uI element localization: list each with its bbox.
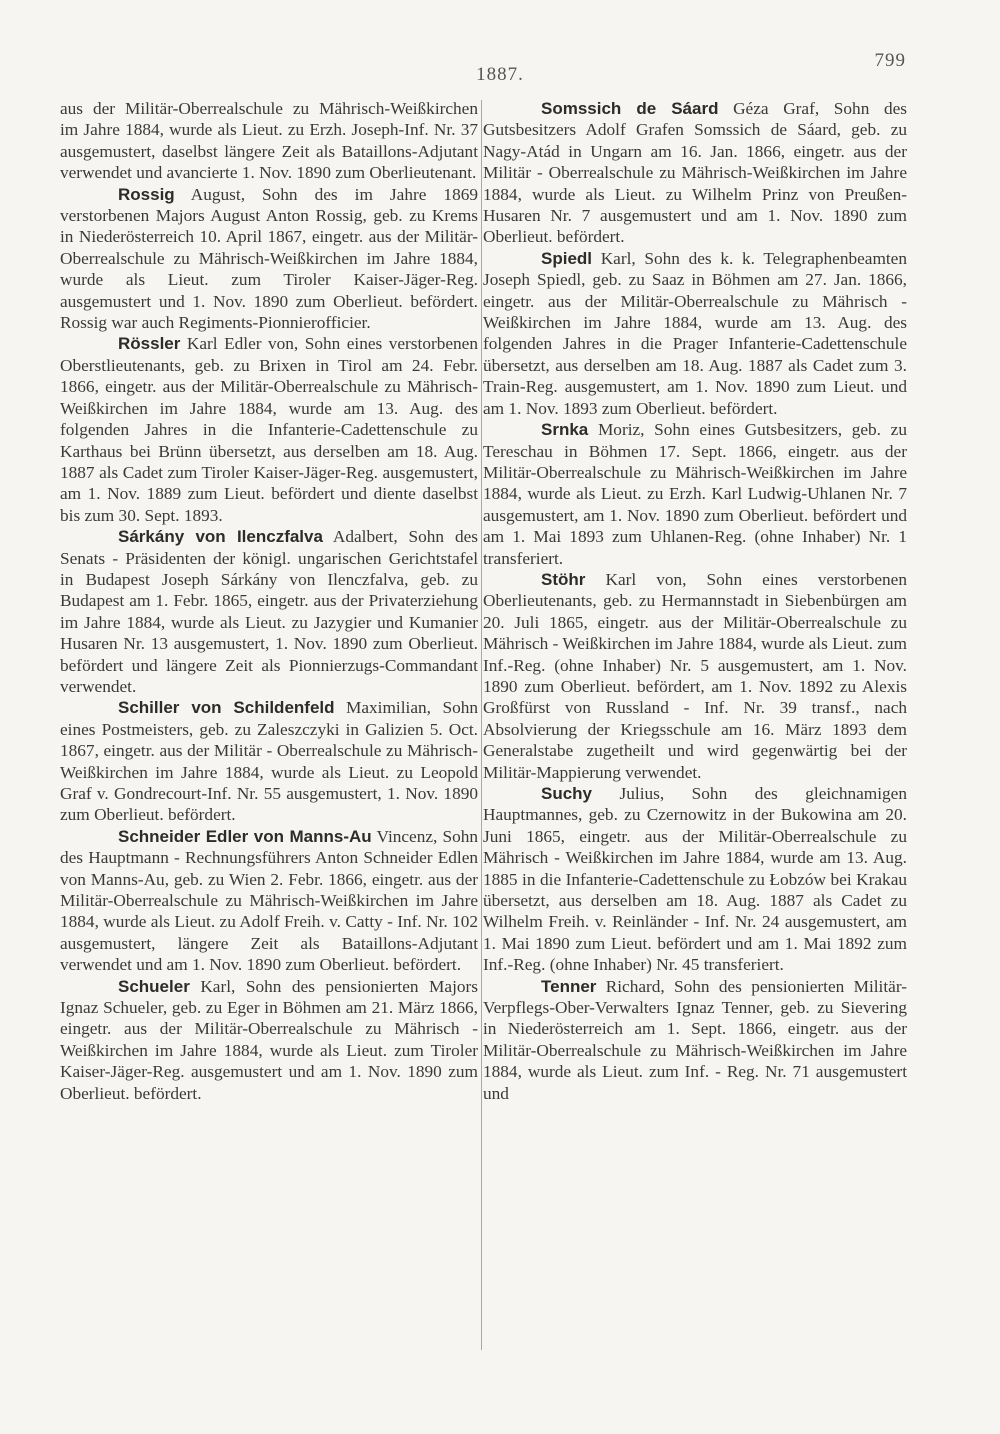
entry-text: August, Sohn des im Jahre 1869 verstorbenen Majors August Anton Rossig, geb. zu Krems in Niederösterreich 10. April 1867, eingetr. aus der Militär-Oberrealschule zu Mährisch-Weißkirchen im Jahre 1884, wurde als Lieut. zum Tiroler Kaiser-Jäger-Reg. ausgemustert und 1. Nov. 1890 zum Oberlieut. befördert. Rossig war auch Regiments-Pionnierofficier. [60,184,478,333]
entry-schiller [60,697,478,825]
right-column [483,98,907,1104]
entry-name: Srnka [541,420,589,440]
entry-sarkany [60,526,478,697]
entry-name: Stöhr [541,569,586,589]
entry-text: Karl Edler von, Sohn eines verstorbenen Oberstlieutenants, geb. zu Brixen in Tirol am 24. Febr. 1866, eingetr. aus der Militär-Oberrealschule zu Mährisch-Weißkirchen im Jahre 1884, wurde am 13. Aug. des folgenden Jahres in die Infanterie-Cadettenschule zu Karthaus bei Brünn übersetzt, aus derselben am 18. Aug. 1887 als Cadet zum Tiroler Kaiser-Jäger-Reg. ausgemustert, am 1. Nov. 1889 zum Lieut. befördert und diente daselbst bis zum 30. Sept. 1893. [60,334,478,525]
entry-continuation [60,98,478,184]
left-column [60,98,478,1104]
entry-text: Karl von, Sohn eines verstorbenen Oberlieutenants, geb. zu Hermannstadt in Siebenbürgen am 20. Juli 1865, eingetr. aus der Militär-Oberrealschule zu Mährisch - Weißkirchen im Jahre 1884, wurde als Lieut. zum Inf.-Reg. (ohne Inhaber) Nr. 5 ausgemustert, am 1. Nov. 1890 zum Oberlieut. befördert, am 1. Nov. 1892 zu Alexis Großfürst von Russland - Inf. Nr. 39 transf., nach Absolvierung der Kriegsschule am 16. März 1893 dem Generalstabe zugetheilt und wird gegenwärtig bei der Militär-Mappierung verwendet. [483,569,907,782]
entry-name: Spiedl [541,248,593,268]
entry-name: Rossig [118,184,175,204]
entry-name: Rössler [118,334,181,354]
entry-schneider [60,826,478,976]
entry-somssich [483,98,907,248]
entry-text: Julius, Sohn des gleichnamigen Hauptmannes, geb. zu Czernowitz in der Bukowina am 20. Juni 1865, eingetr. aus der Militär-Oberrealschule zu Mährisch - Weißkirchen im Jahre 1884, wurde am 13. Aug. 1885 in die Infanterie-Cadettenschule zu Łobzów bei Krakau übersetzt, aus derselben am 18. Aug. 1887 als Cadet zu Wilhelm Freih. v. Reinländer - Inf. Nr. 24 ausgemustert, am 1. Mai 1890 zum Lieut. befördert und am 1. Mai 1892 zum Inf.-Reg. (ohne Inhaber) Nr. 45 transferiert. [483,784,907,975]
entry-text: Géza Graf, Sohn des Gutsbesitzers Adolf Grafen Somssich de Sáard, geb. zu Nagy-Atád in Ungarn am 16. Jan. 1866, eingetr. aus der Militär - Oberrealschule zu Mährisch-Weißkirchen im Jahre 1884, wurde als Lieut. zu Wilhelm Prinz von Preußen-Husaren Nr. 7 ausgemustert und am 1. Nov. 1890 zum Oberlieut. befördert. [483,99,907,247]
entry-text: Vincenz, Sohn des Hauptmann - Rechnungsführers Anton Schneider Edlen von Manns-Au, geb. zu Wien 2. Febr. 1866, eingetr. aus der Militär-Oberrealschule zu Mährisch-Weißkirchen im Jahre 1884, wurde als Lieut. zu Adolf Freih. v. Catty - Inf. Nr. 102 ausgemustert, längere Zeit als Bataillons-Adjutant verwendet und am 1. Nov. 1890 zum Oberlieut. befördert. [60,826,479,975]
entry-name: Tenner [541,976,597,996]
entry-text: Maximilian, Sohn eines Postmeisters, geb. zu Zaleszczyki in Galizien 5. Oct. 1867, eingetr. aus der Militär - Oberrealschule zu Mährisch-Weißkirchen im Jahre 1884, wurde als Lieut. zu Leopold Graf v. Gondrecourt-Inf. Nr. 55 ausgemustert, 1. Nov. 1890 zum Oberlieut. befördert. [60,698,478,825]
entry-name: Schiller von Schildenfeld [118,698,335,718]
entry-srnka [483,419,907,569]
entry-spiedl [483,248,907,419]
entry-text: Karl, Sohn des pensionierten Majors Ignaz Schueler, geb. zu Eger in Böhmen am 21. März 1866, eingetr. aus der Militär-Oberrealschule zu Mährisch - Weißkirchen im Jahre 1884, wurde als Lieut. zum Tiroler Kaiser-Jäger-Reg. ausgemustert und am 1. Nov. 1890 zum Oberlieut. befördert. [60,976,478,1103]
entry-text: aus der Militär-Oberrealschule zu Mährisch-Weißkirchen im Jahre 1884, wurde als Lieut. zu Erzh. Joseph-Inf. Nr. 37 ausgemustert, daselbst längere Zeit als Bataillons-Adjutant verwendet und avancierte 1. Nov. 1890 zum Oberlieutenant. [60,99,478,183]
entry-text: Moriz, Sohn eines Gutsbesitzers, geb. zu Tereschau in Böhmen 17. Sept. 1866, eingetr. aus der Militär-Oberrealschule zu Mährisch-Weißkirchen im Jahre 1884, wurde als Lieut. zu Erzh. Karl Ludwig-Uhlanen Nr. 7 ausgemustert, am 1. Nov. 1890 zum Oberlieut. befördert und am 1. Mai 1893 zum Uhlanen-Reg. (ohne Inhaber) Nr. 1 transferiert. [483,420,907,568]
entry-name: Sárkány von Ilenczfalva [118,527,323,547]
page-number: 799 [874,50,906,71]
running-header-year: 1887. [476,64,524,85]
entry-name: Schueler [118,976,190,996]
entry-text: Richard, Sohn des pensionierten Militär-Verpflegs-Ober-Verwalters Ignaz Tenner, geb. zu Sievering in Niederösterreich am 1. Sept. 1866, eingetr. aus der Militär-Oberrealschule zu Mährisch-Weißkirchen im Jahre 1884, wurde als Lieut. zum Inf. - Reg. Nr. 71 ausgemustert und [483,976,907,1103]
column-divider [481,100,482,1350]
entry-suchy [483,783,907,976]
entry-rossig [60,184,478,334]
entry-name: Schneider Edler von Manns-Au [118,826,372,846]
entry-name: Suchy [541,784,593,803]
entry-text: Karl, Sohn des k. k. Telegraphenbeamten Joseph Spiedl, geb. zu Saaz in Böhmen am 27. Jan. 1866, eingetr. aus der Militär-Oberrealschule zu Mährisch - Weißkirchen im Jahre 1884, wurde am 13. Aug. des folgenden Jahres in die Prager Infanterie-Cadettenschule übersetzt, aus derselben am 18. Aug. 1887 als Cadet zum 3. Train-Reg. ausgemustert, am 1. Nov. 1890 zum Lieut. und am 1. Nov. 1893 zum Oberlieut. befördert. [483,248,907,418]
entry-name: Somssich de Sáard [541,99,719,118]
entry-schueler [60,976,478,1104]
entry-roessler [60,333,478,526]
entry-stoehr [483,569,907,783]
entry-text: Adalbert, Sohn des Senats - Präsidenten der königl. ungarischen Gerichtstafel in Budapest Joseph Sárkány von Ilenczfalva, geb. zu Budapest am 1. Febr. 1865, eingetr. aus der Privaterziehung im Jahre 1884, wurde als Lieut. zu Jazygier und Kumanier Husaren Nr. 13 ausgemustert, 1. Nov. 1890 zum Oberlieut. befördert und längere Zeit als Pionnierzugs-Commandant verwendet. [60,527,478,696]
entry-tenner [483,976,907,1104]
